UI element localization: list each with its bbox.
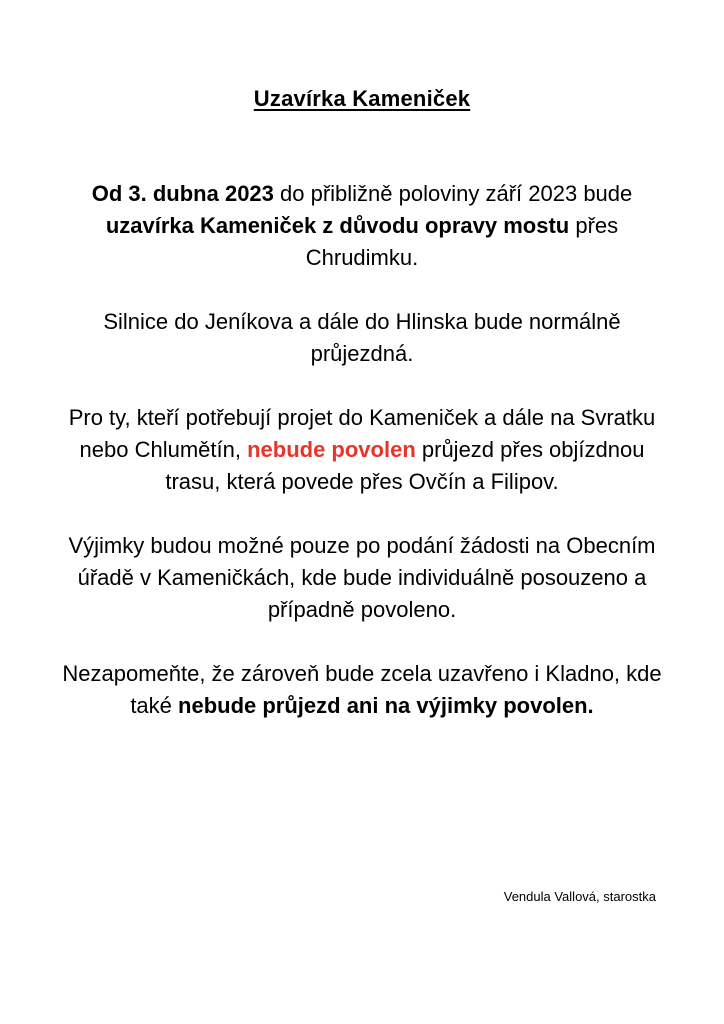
not-allowed-warning: nebude povolen xyxy=(247,437,416,462)
detour-intro-text: Pro ty, kteří potřebují projet do Kameniček a dále na Svratku nebo Chlumětín, xyxy=(68,405,656,462)
notice-body xyxy=(52,178,672,754)
signature: Vendula Vallová, starostka xyxy=(503,889,656,904)
paragraph-closure-dates xyxy=(52,178,672,274)
closure-reason: uzavírka Kameniček z důvodu opravy mostu xyxy=(105,213,570,238)
exceptions-text: Výjimky budou možné pouze po podání žádosti na Obecním úřadě v Kameničkách, kde bude individuálně posouzeno a případně povoleno. xyxy=(68,533,656,622)
paragraph-kladno xyxy=(52,658,672,722)
page-title: Uzavírka Kameniček xyxy=(253,86,471,111)
kladno-intro-text: Nezapomeňte, že zároveň bude zcela uzavřeno i Kladno, kde také xyxy=(62,661,662,718)
detour-route-text: průjezd přes objízdnou trasu, která povede přes Ovčín a Filipov. xyxy=(165,437,645,494)
paragraph-road-open xyxy=(52,306,672,370)
closure-river-text: přes Chrudimku. xyxy=(305,213,619,270)
closure-start-date: Od 3. dubna 2023 xyxy=(91,181,274,206)
paragraph-exceptions xyxy=(52,530,672,626)
paragraph-detour xyxy=(52,402,672,498)
kladno-no-passage: nebude průjezd ani na výjimky povolen. xyxy=(178,693,594,718)
road-open-text: Silnice do Jeníkova a dále do Hlinska bude normálně průjezdná. xyxy=(103,309,621,366)
closure-period-text: do přibližně poloviny září 2023 bude xyxy=(273,181,633,206)
